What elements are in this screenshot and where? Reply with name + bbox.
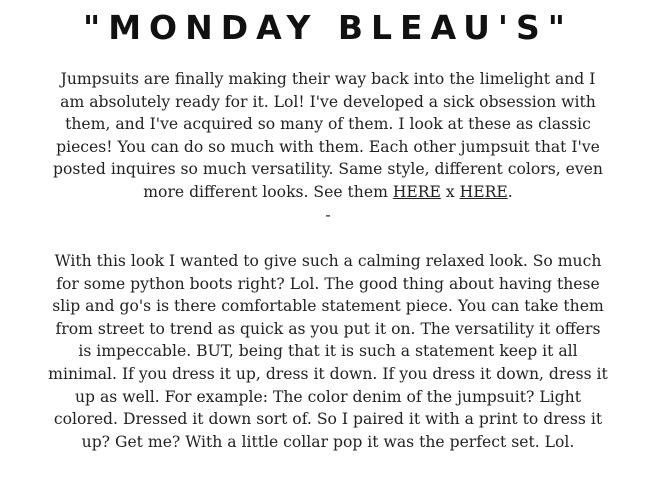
paragraph-line: minimal. If you dress it up, dress it down. If you dress it down, dress it (48, 364, 608, 383)
paragraph-line: slip and go's is there comfortable statement piece. You can take them (52, 297, 604, 316)
link-separator: x (440, 182, 460, 201)
paragraph-line: am absolutely ready for it. Lol! I've developed a sick obsession with (60, 92, 596, 111)
body-paragraph (12, 250, 644, 453)
paragraph-line: them, and I've acquired so many of them. I look at these as classic (65, 115, 591, 134)
paragraph-line: up as well. For example: The color denim of the jumpsuit? Light (74, 387, 581, 406)
here-link-2[interactable]: HERE (459, 182, 508, 201)
paragraph-last-line (12, 181, 644, 204)
paragraph-line: up? Get me? With a little collar pop it was the perfect set. Lol. (81, 432, 575, 451)
paragraph-line: Jumpsuits are finally making their way back into the limelight and I (60, 70, 596, 88)
paragraph-line: for some python boots right? Lol. The good thing about having these (56, 274, 600, 293)
here-link-1[interactable]: HERE (392, 182, 441, 201)
intro-paragraph (12, 68, 644, 204)
paragraph-line: colored. Dressed it down sort of. So I paired it with a print to dress it (53, 410, 603, 429)
post-title: "MONDAY BLEAU'S" (83, 8, 573, 47)
paragraph-line: is impeccable. BUT, being that it is such a statement keep it all (78, 342, 578, 361)
sentence-period: . (507, 182, 513, 201)
paragraph-line: pieces! You can do so much with them. Each other jumpsuit that I've (56, 137, 600, 156)
see-them-text: more different looks. See them (143, 182, 393, 201)
paragraph-line: With this look I wanted to give such a calming relaxed look. So much (54, 252, 602, 270)
section-divider: - (325, 206, 331, 224)
paragraph-line: posted inquires so much versatility. Same style, different colors, even (53, 160, 603, 179)
paragraph-line: from street to trend as quick as you put it on. The versatility it offers (55, 319, 601, 338)
